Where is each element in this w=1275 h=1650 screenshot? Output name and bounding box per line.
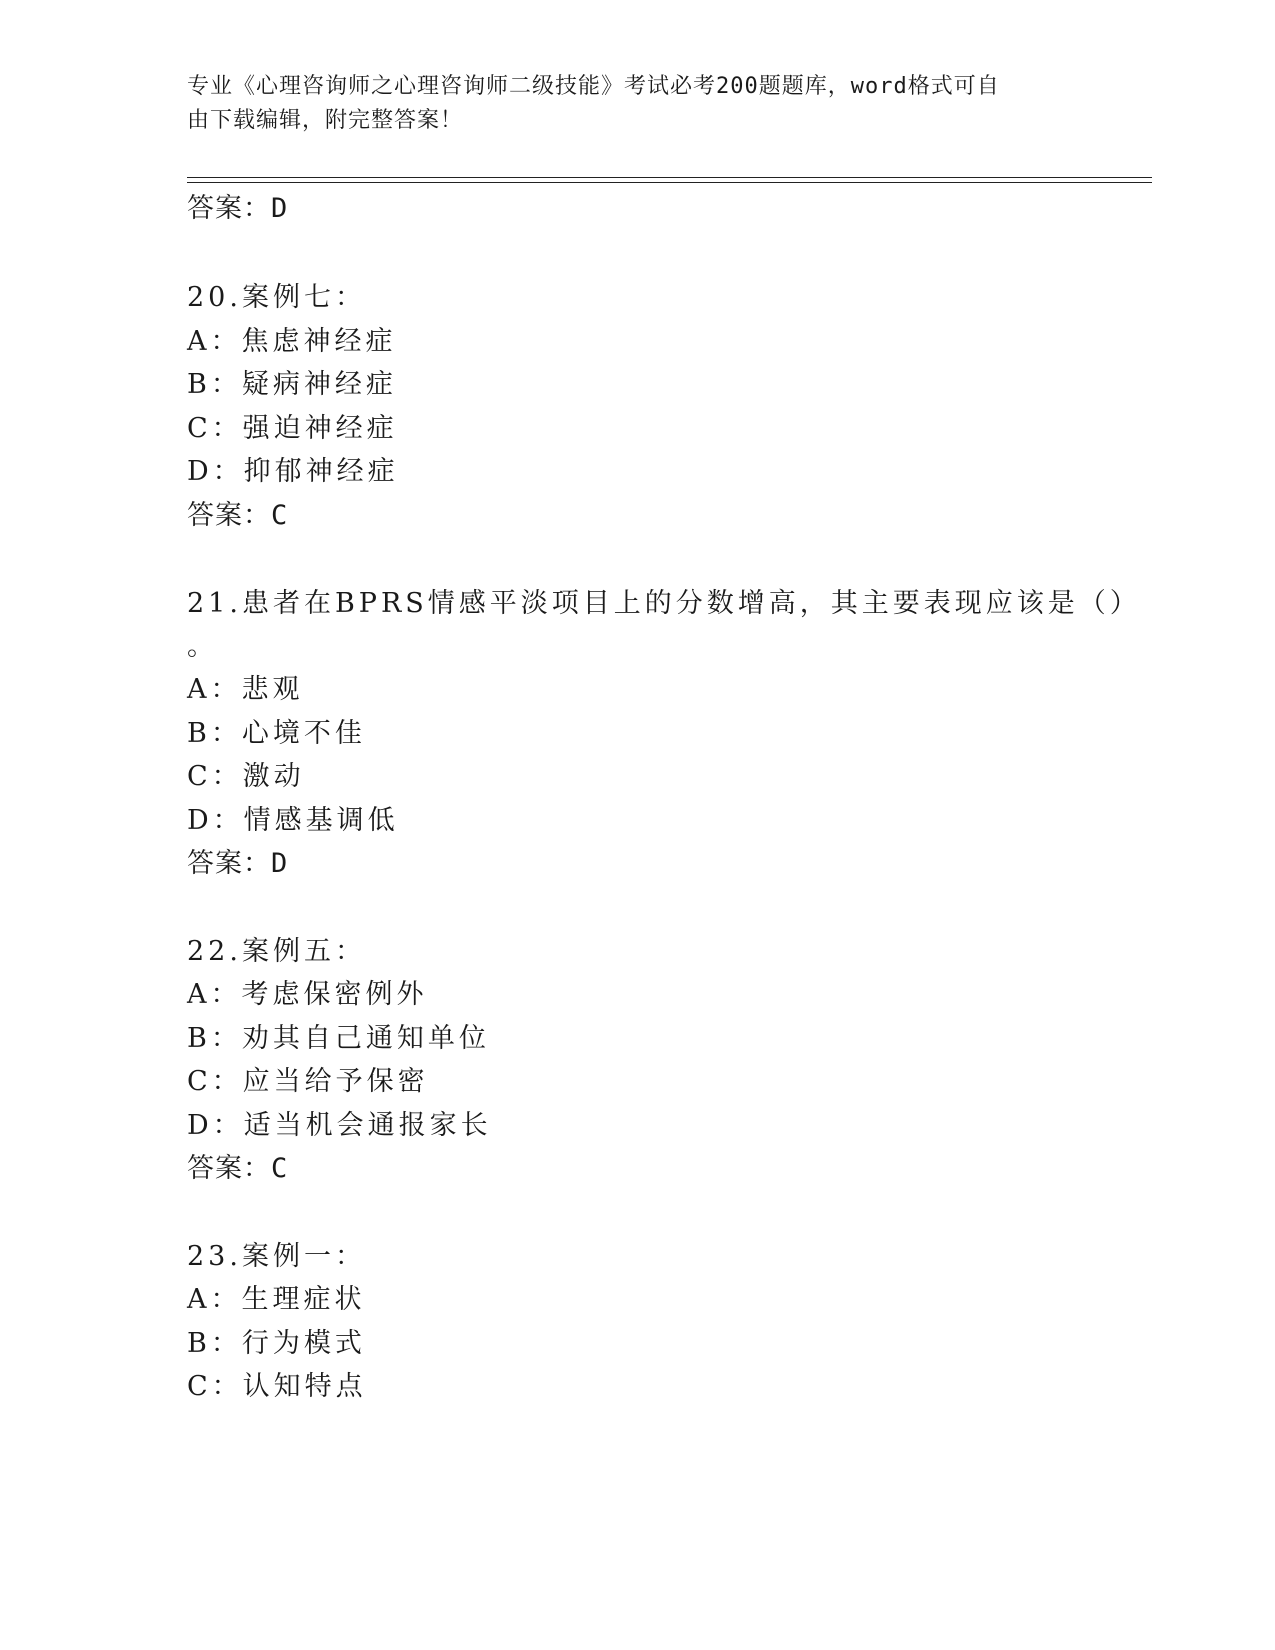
option-d: D：适当机会通报家长 [187,1110,492,1141]
option-d: D：情感基调低 [187,805,399,836]
header-rule-top [187,177,1152,178]
option-b: B：疑病神经症 [187,369,397,400]
option-a: A：悲观 [187,674,304,705]
option-c: C：强迫神经症 [187,413,398,444]
option-a: A：考虑保密例外 [187,979,428,1010]
question-stem: 21.患者在BPRS情感平淡项目上的分数增高，其主要表现应该是（） [187,588,1141,619]
option-a: A：生理症状 [187,1284,366,1315]
answer-line: 答案：D [187,848,289,879]
option-b: B：心境不佳 [187,718,366,749]
option-b: B：劝其自己通知单位 [187,1023,490,1054]
document-header [187,70,1067,138]
option-c: C：激动 [187,761,305,792]
answer-line: 答案：D [187,193,289,224]
option-c: C：认知特点 [187,1371,367,1402]
question-stem: 22.案例五： [187,936,366,967]
option-d: D：抑郁神经症 [187,456,399,487]
answer-line: 答案：C [187,1153,289,1184]
header-line-1: 专业《心理咨询师之心理咨询师二级技能》考试必考200题题库，word格式可自 [187,74,1000,99]
header-rule-bottom [187,182,1152,183]
header-line-2: 由下载编辑，附完整答案！ [187,108,464,133]
option-c: C：应当给予保密 [187,1066,429,1097]
answer-line: 答案：C [187,500,289,531]
option-a: A：焦虑神经症 [187,326,397,357]
question-stem: 20.案例七： [187,282,366,313]
question-stem: 23.案例一： [187,1241,366,1272]
question-stem-continuation: 。 [187,631,218,662]
option-b: B：行为模式 [187,1328,366,1359]
